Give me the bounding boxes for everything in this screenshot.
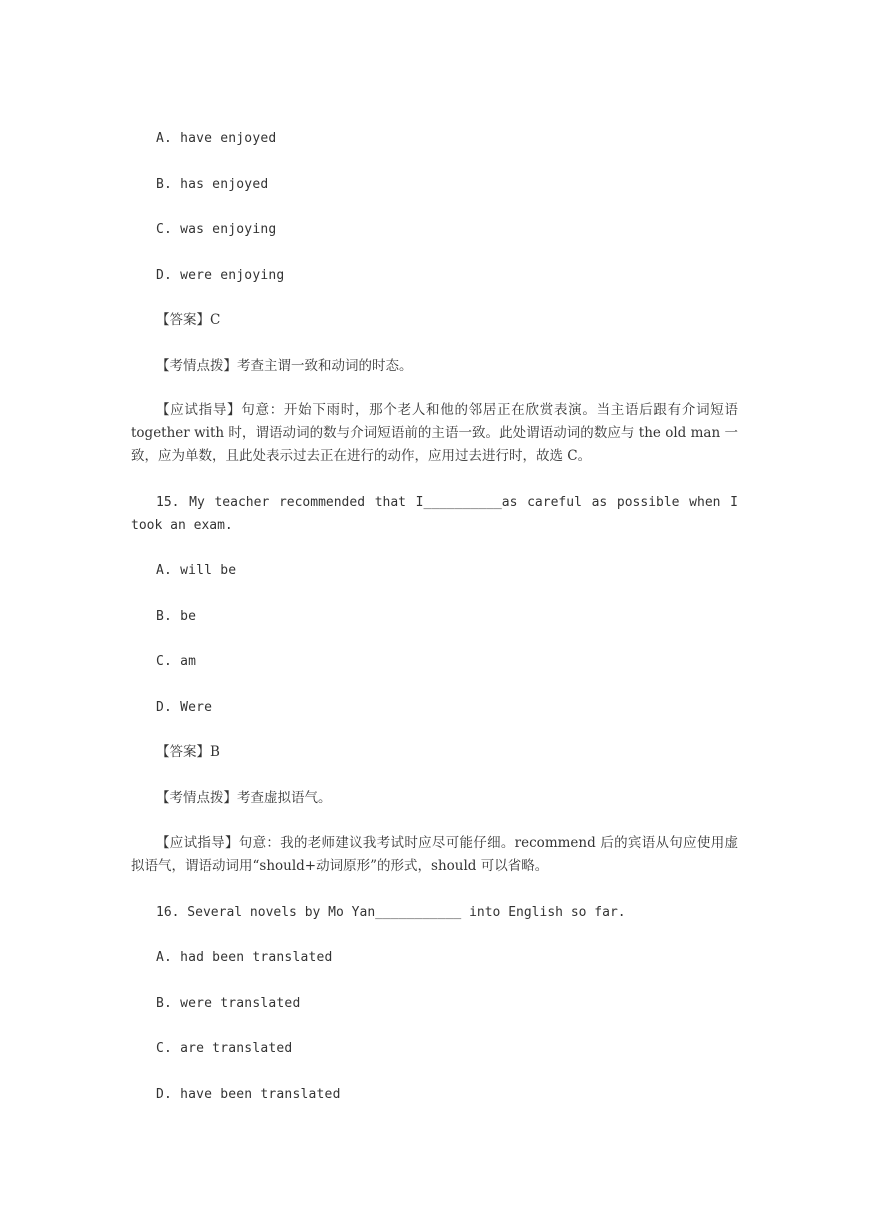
option-c: C. was enjoying bbox=[156, 222, 277, 237]
exam-guide: 【应试指导】句意：我的老师建议我考试时应尽可能仔细。recommend 后的宾语从句应使用虚拟语气，谓语动词用“should+动词原形”的形式，should 可以省略。 bbox=[131, 835, 738, 874]
option-d: D. were enjoying bbox=[156, 268, 285, 283]
option-c: C. are translated bbox=[156, 1041, 293, 1056]
exam-guide: 【应试指导】句意：开始下雨时，那个老人和他的邻居正在欣赏表演。当主语后跟有介词短语 together with 时，谓语动词的数与介词短语前的主语一致。此处谓语动词的数应与 the old man 一致，应为单数，且此处表示过去正在进行的动作，应用过去进行时，故选 C。 bbox=[131, 402, 738, 464]
exam-point: 【考情点拨】考查虚拟语气。 bbox=[156, 790, 332, 806]
option-a: A. have enjoyed bbox=[156, 131, 277, 146]
question-stem: 15. My teacher recommended that I__________as careful as possible when I took an exam. bbox=[131, 495, 738, 533]
question-stem: 16. Several novels by Mo Yan___________ into English so far. bbox=[156, 905, 626, 920]
option-a: A. had been translated bbox=[156, 950, 333, 965]
answer: 【答案】B bbox=[156, 744, 220, 760]
option-a: A. will be bbox=[156, 563, 237, 578]
option-b: B. has enjoyed bbox=[156, 177, 269, 192]
option-b: B. were translated bbox=[156, 996, 301, 1011]
answer: 【答案】C bbox=[156, 312, 221, 328]
option-d: D. have been translated bbox=[156, 1087, 341, 1102]
option-c: C. am bbox=[156, 654, 197, 669]
exam-point: 【考情点拨】考查主谓一致和动词的时态。 bbox=[156, 358, 413, 374]
option-b: B. be bbox=[156, 609, 197, 624]
option-d: D. Were bbox=[156, 700, 213, 715]
